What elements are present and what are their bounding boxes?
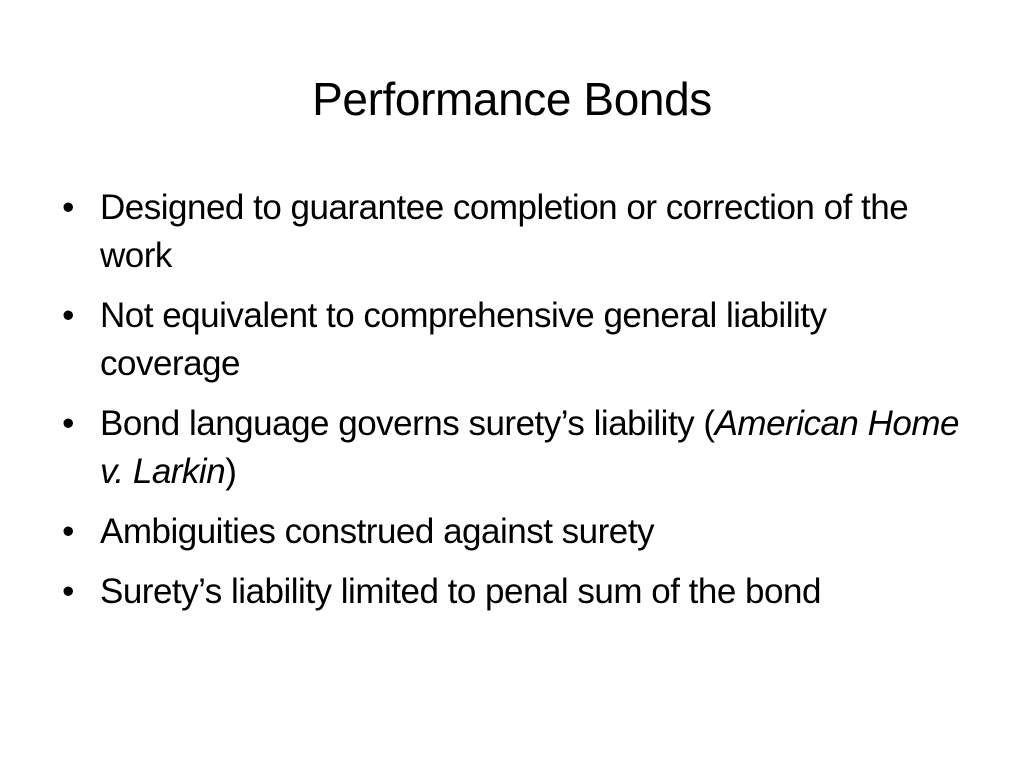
bullet-text [100,296,826,383]
bullet-item [0,184,1024,280]
bullet-text-segment: Designed to guarantee completion or correction of the work [100,188,909,275]
bullet-text [100,512,654,551]
bullet-dot-icon: • [62,572,74,611]
case-citation: American Home v. Larkin [100,404,959,491]
bullet-text-segment: Surety’s liability limited to penal sum of the bond [100,572,821,611]
bullet-text-segment: Bond language governs surety’s liability ( [100,404,715,443]
bullet-dot-icon: • [62,512,74,551]
bullet-list [0,184,1024,628]
bullet-item [0,508,1024,556]
slide-title: Performance Bonds [312,73,712,125]
bullet-item [0,292,1024,388]
bullet-text-segment: Ambiguities construed against surety [100,512,654,551]
bullet-item [0,400,1024,496]
bullet-dot-icon: • [62,404,74,443]
bullet-text [100,188,908,275]
bullet-text-segment: ) [225,452,237,491]
bullet-item [0,568,1024,616]
bullet-text [100,572,821,611]
bullet-text [100,404,959,491]
bullet-dot-icon: • [62,296,74,335]
bullet-dot-icon: • [62,188,74,227]
bullet-text-segment: Not equivalent to comprehensive general liability coverage [100,296,827,383]
